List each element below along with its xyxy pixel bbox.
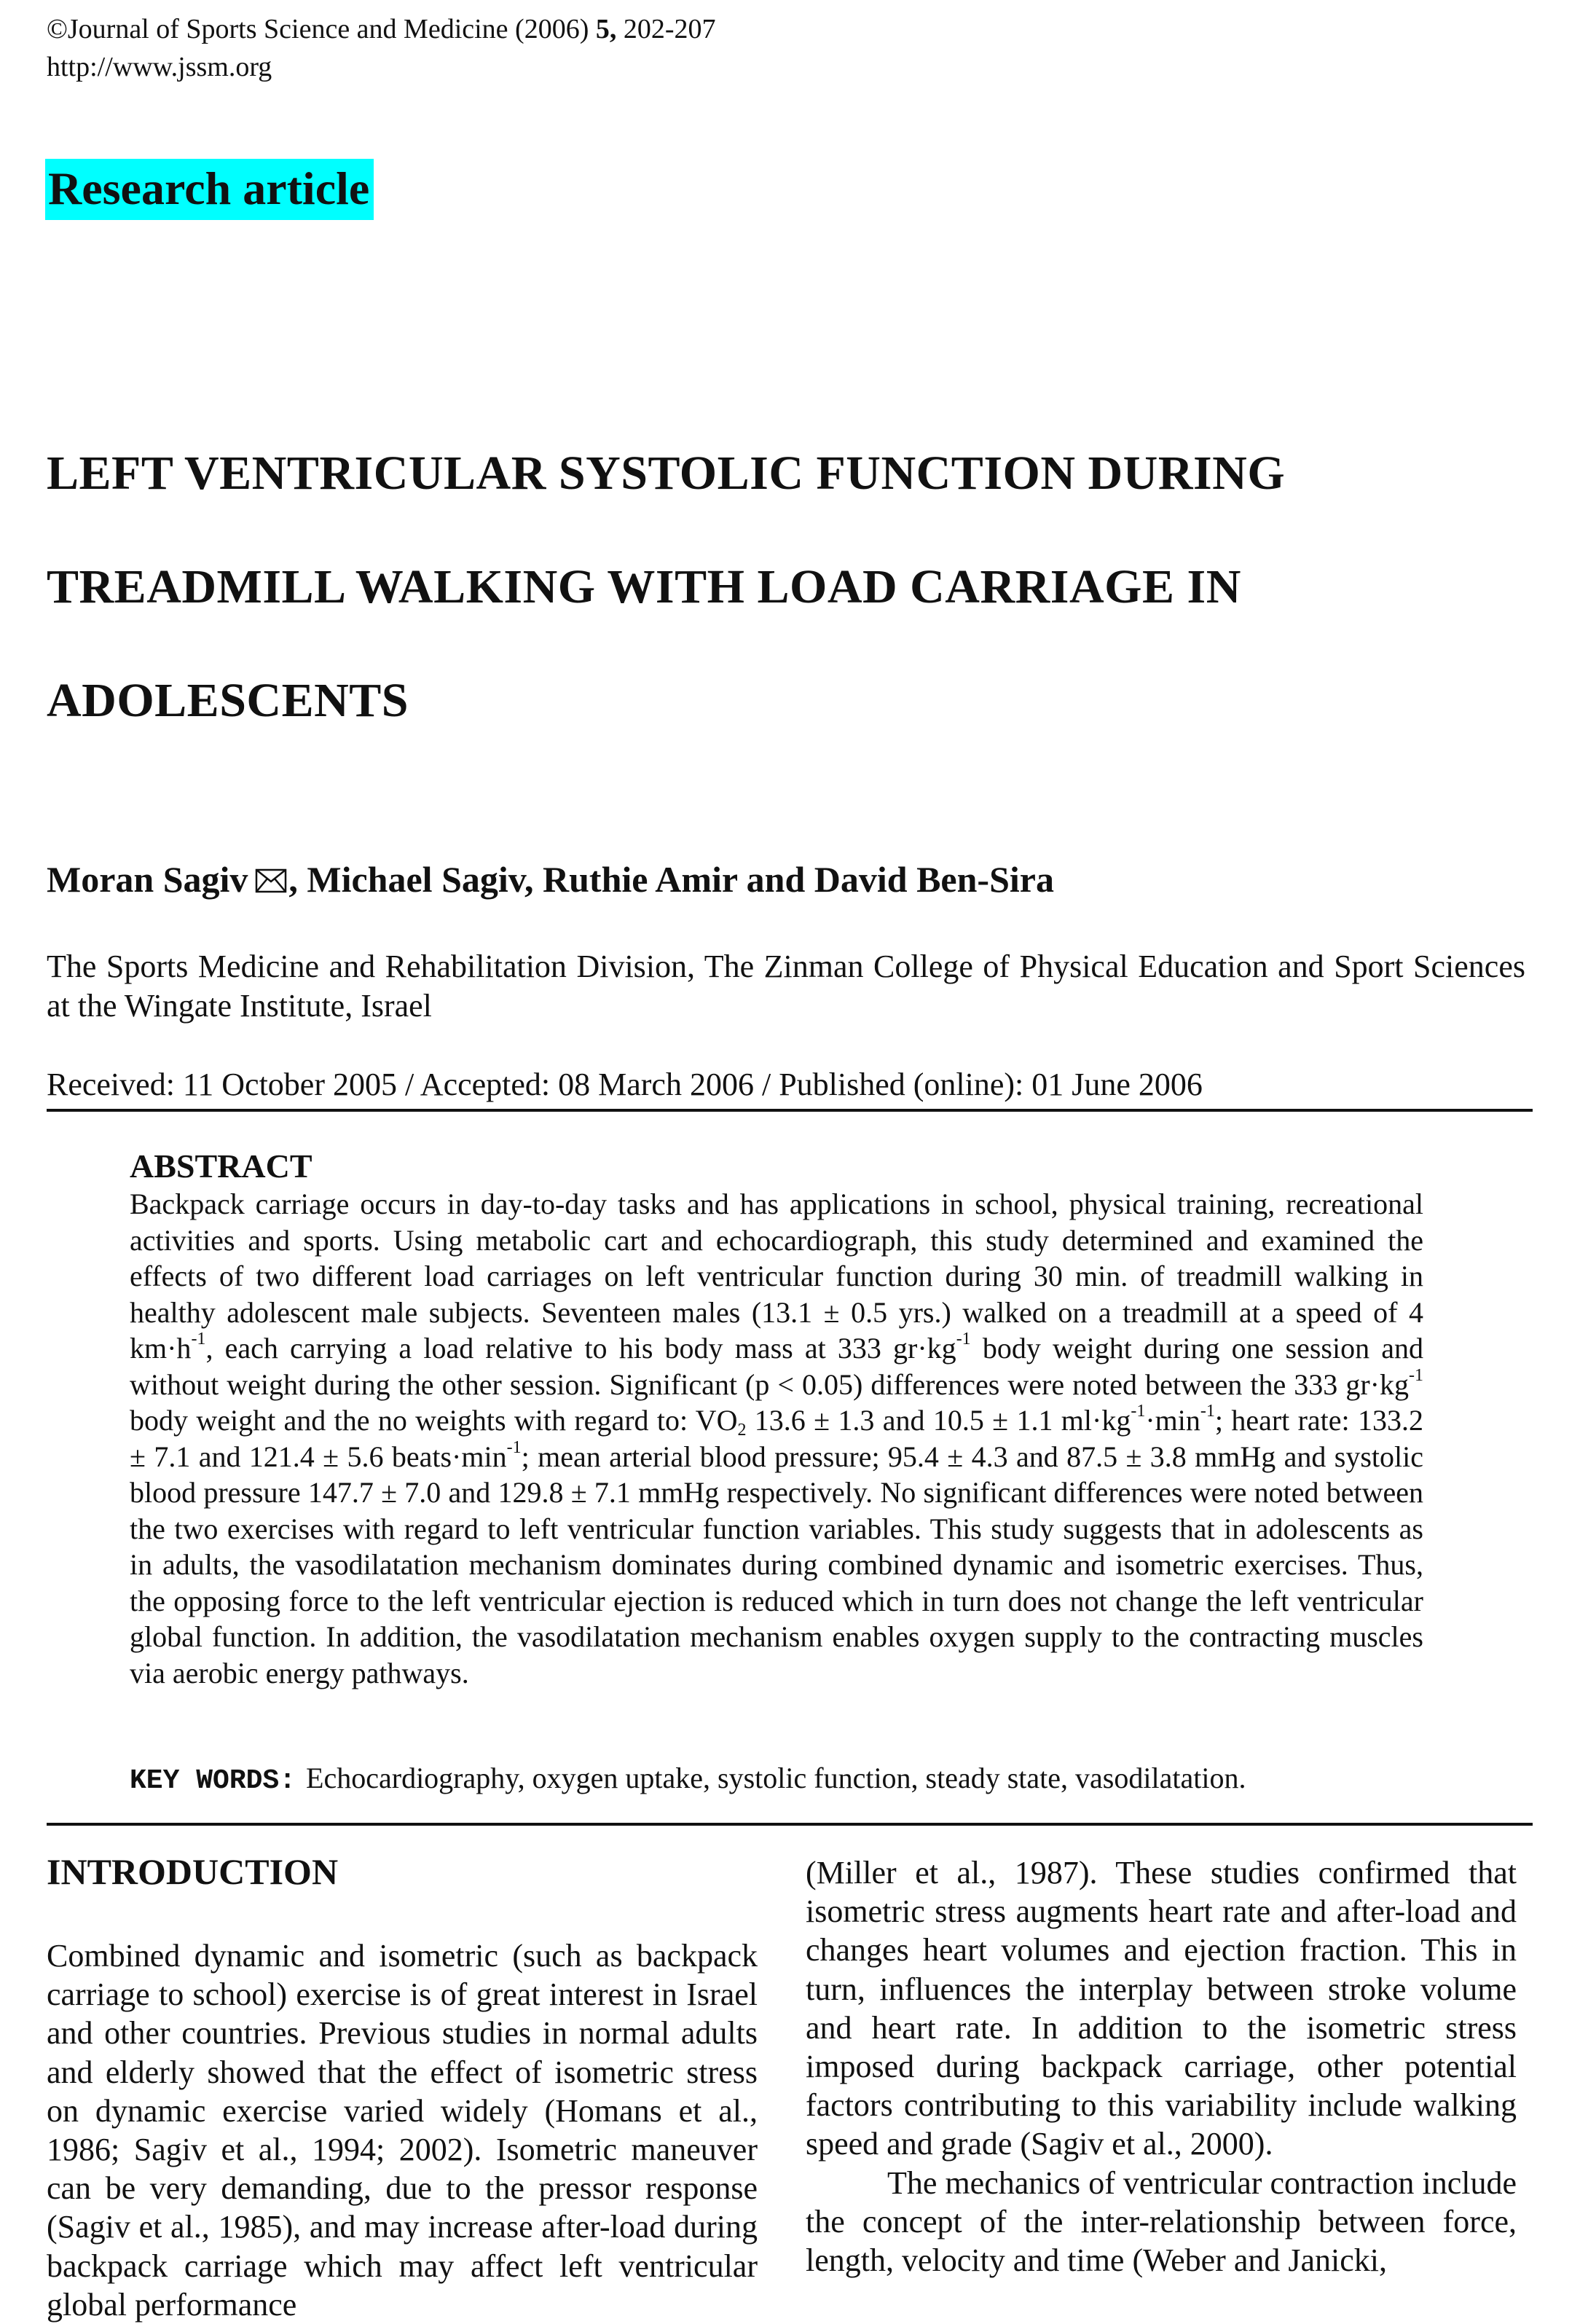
journal-header (47, 10, 716, 86)
author-list (47, 858, 1054, 900)
right-column (806, 1853, 1517, 2280)
envelope-icon[interactable] (255, 868, 287, 893)
intro-paragraph: (Miller et al., 1987). These studies confirmed that isometric stress augments heart rate and after-load and changes heart volumes and ejection fraction. This in turn, influences the interplay between stroke volume and heart rate. In addition to the isometric stress imposed during backpack carriage, other potential factors contributing to this variability include walking speed and grade (Sagiv et al., 2000). (806, 1855, 1517, 2162)
title-line: TREADMILL WALKING WITH LOAD CARRIAGE IN (47, 560, 1241, 613)
left-column (47, 1850, 758, 2324)
keywords-label: KEY WORDS: (130, 1765, 296, 1797)
introduction-heading: INTRODUCTION (47, 1851, 339, 1892)
paper-title (47, 417, 1547, 758)
keywords-text: Echocardiography, oxygen uptake, systolic function, steady state, vasodilatation. (306, 1762, 1246, 1794)
other-authors: , Michael Sagiv, Ruthie Amir and David Ben-Sira (288, 859, 1054, 900)
publication-dates: Received: 11 October 2005 / Accepted: 08 March 2006 / Published (online): 01 June 2006 (47, 1067, 1203, 1102)
keywords (130, 1760, 1441, 1799)
title-line: LEFT VENTRICULAR SYSTOLIC FUNCTION DURING (47, 447, 1286, 500)
affiliation: The Sports Medicine and Rehabilitation Division, The Zinman College of Physical Education and Sport Sciences at the Wingate Institute, Israel (47, 949, 1525, 1024)
abstract-heading: ABSTRACT (130, 1147, 313, 1185)
journal-citation: ©Journal of Sports Science and Medicine (2006) 5, 202-207 (47, 14, 716, 44)
divider-bottom (47, 1823, 1533, 1826)
article-type-badge: Research article (45, 159, 374, 220)
intro-paragraph: The mechanics of ventricular contraction include the concept of the inter-relationship between force, length, velocity and time (Weber and Janicki, (806, 2164, 1517, 2279)
divider-top (47, 1109, 1533, 1112)
abstract (130, 1147, 1423, 1691)
first-author: Moran Sagiv (47, 859, 248, 900)
title-line: ADOLESCENTS (47, 674, 409, 727)
journal-url[interactable]: http://www.jssm.org (47, 52, 272, 82)
intro-paragraph: Combined dynamic and isometric (such as backpack carriage to school) exercise is of great interest in Israel and other countries. Previous studies in normal adults and elderly showed that the effect of isometric stress on dynamic exercise varied widely (Homans et al., 1986; Sagiv et al., 1994; 2002). Isometric maneuver can be very demanding, due to the pressor response (Sagiv et al., 1985), and may increase after-load during backpack carriage which may affect left ventricular global performance (47, 1938, 758, 2323)
abstract-text: Backpack carriage occurs in day-to-day tasks and has applications in school, physical training, recreational activities and sports. Using metabolic cart and echocardiograph, this study determined and examined the effects of two different load carriages on left ventricular function during 30 min. of treadmill walking in healthy adolescent male subjects. Seventeen males (13.1 ± 0.5 yrs.) walked on a treadmill at a speed of 4 $km\cdot h^{-1}$, each carrying a load relative to his body mass at 333 $gr\cdot kg^{-1}$ body weight during one session and without weight during the other session. Significant (p < 0.05) differences were noted between the 333 $gr\cdot kg^{-1}$ body weight and the no weights with regard to: $VO_2$ 13.6 ± 1.3 and 10.5 ± 1.1 $ml\cdot kg^{-1}\cdot\min^{-1}$; heart rate: 133.2 ± 7.1 and 121.4 ± 5.6 $beats\cdot\min^{-1}$; mean arterial blood pressure; 95.4 ± 4.3 and 87.5 ± 3.8 mmHg and systolic blood pressure 147.7 ± 7.0 and 129.8 ± 7.1 mmHg respectively. No significant differences were noted between the two exercises with regard to left ventricular function variables. This study suggests that in adolescents as in adults, the vasodilatation mechanism dominates during combined dynamic and isometric exercises. Thus, the opposing force to the left ventricular ejection is reduced which in turn does not change the left ventricular global function. In addition, the vasodilatation mechanism enables oxygen supply to the contracting muscles via aerobic energy pathways. (130, 1187, 1423, 1689)
